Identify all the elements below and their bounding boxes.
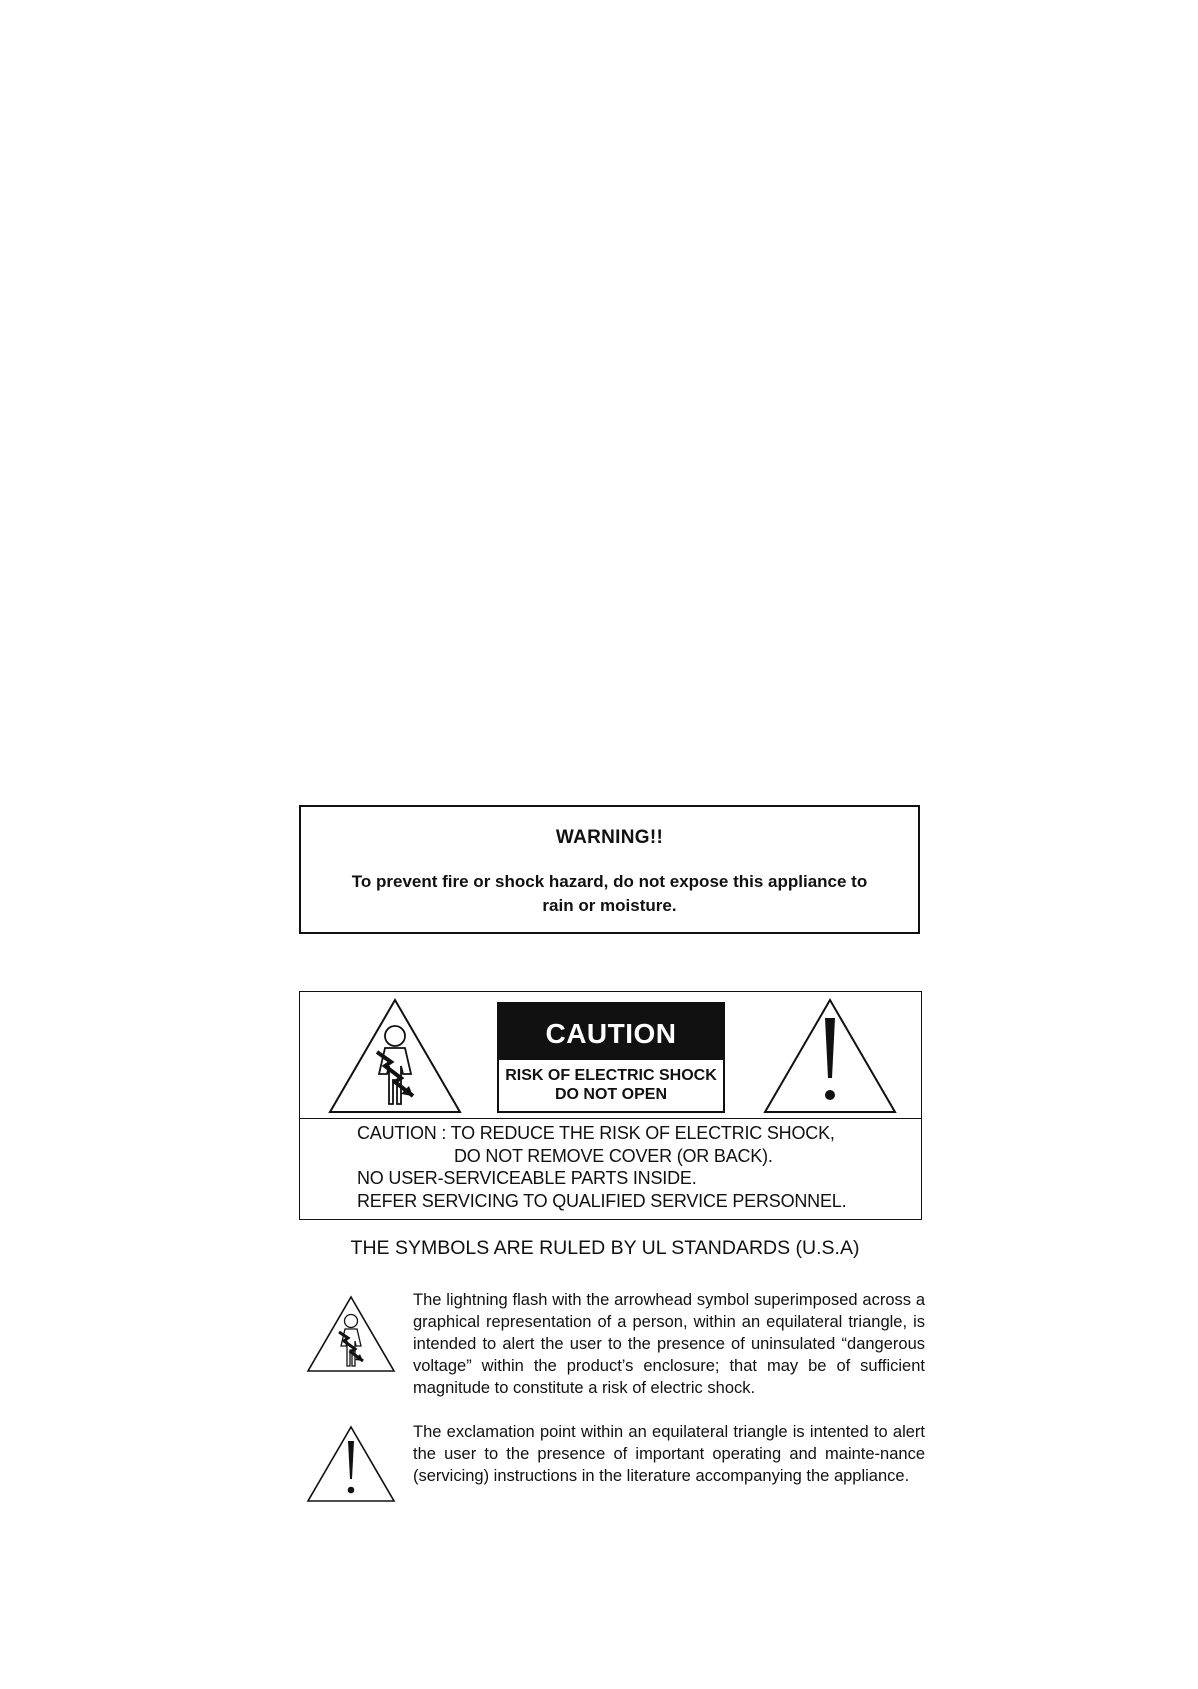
caution-box [299, 991, 922, 1220]
caution-divider [300, 1118, 921, 1119]
caution-subtext [499, 1066, 723, 1104]
caution-subtext-line2: DO NOT OPEN [554, 1086, 667, 1103]
exclamation-triangle-icon [306, 1424, 396, 1504]
caution-label [497, 1002, 725, 1113]
lightning-person-triangle-icon [327, 996, 463, 1116]
symbols-heading: THE SYMBOLS ARE RULED BY UL STANDARDS (U.S.A) [350, 1237, 860, 1259]
symbol-description: The lightning flash with the arrowhead symbol superimposed across a graphical representation of a person, within an equilateral triangle, is intended to alert the user to the presence of uninsulated “dangerous voltage” within the product’s enclosure; that may be of sufficient magnitude to constitute a risk of electric shock. [413, 1291, 925, 1397]
warning-title: WARNING!! [555, 827, 664, 848]
caution-instructions [357, 1122, 846, 1212]
warning-text [319, 870, 900, 918]
exclamation-triangle-icon [762, 996, 898, 1116]
lightning-person-triangle-icon [306, 1294, 396, 1374]
warning-box [299, 805, 920, 934]
symbol-description: The exclamation point within an equilateral triangle is intented to alert the user to the presence of important operating and mainte-nance (servicing) instructions in the literature accompanying the appliance. [413, 1423, 925, 1485]
caution-line: CAUTION : TO REDUCE THE RISK OF ELECTRIC SHOCK, [357, 1123, 835, 1143]
caution-line: NO USER-SERVICEABLE PARTS INSIDE. [357, 1168, 697, 1188]
caution-line: REFER SERVICING TO QUALIFIED SERVICE PERSONNEL. [357, 1190, 847, 1211]
warning-text-line2: rain or moisture. [542, 896, 677, 915]
caution-line: DO NOT REMOVE COVER (OR BACK). [454, 1145, 773, 1166]
caution-subtext-line1: RISK OF ELECTRIC SHOCK [505, 1067, 717, 1084]
caution-header: CAUTION [499, 1004, 723, 1060]
warning-text-line1: To prevent fire or shock hazard, do not expose this appliance to [351, 872, 868, 891]
